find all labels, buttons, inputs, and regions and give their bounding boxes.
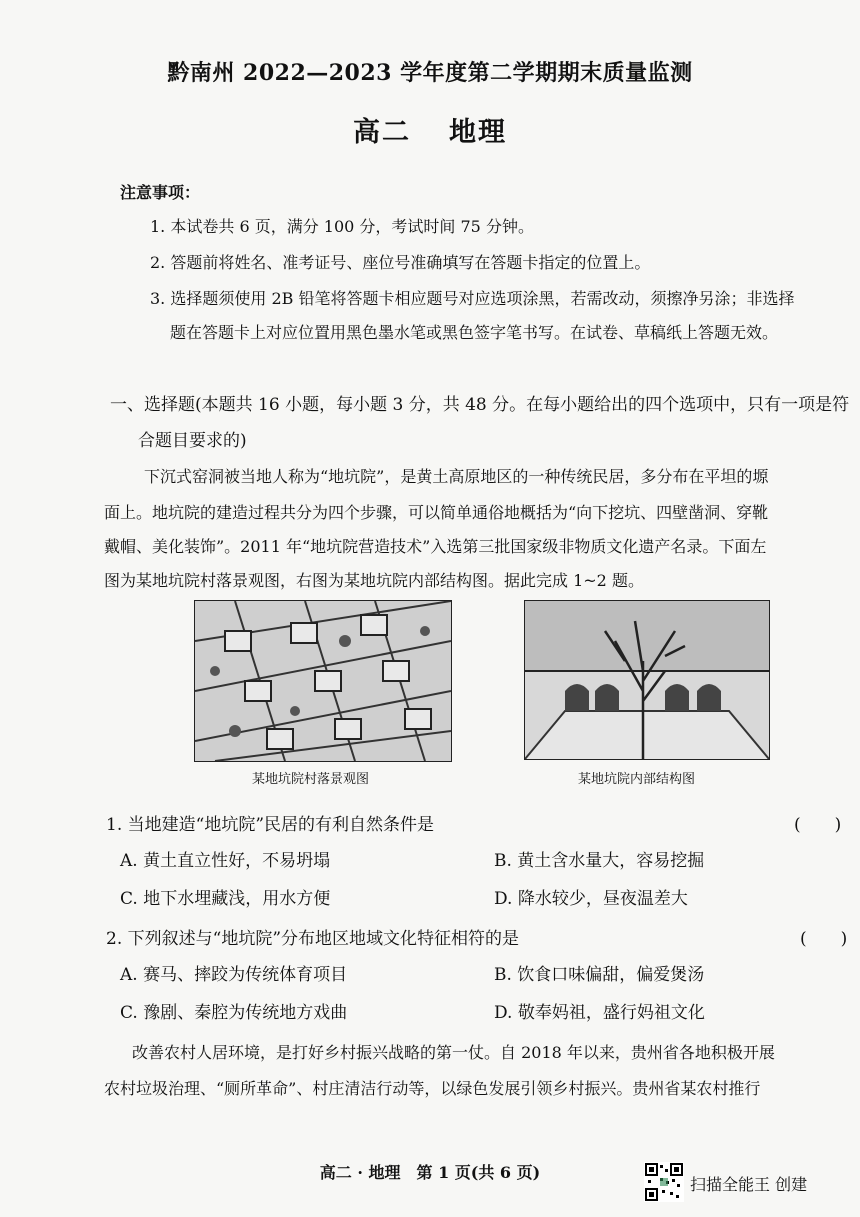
answer-paren: ( ) bbox=[794, 815, 842, 835]
answer-paren: ( ) bbox=[800, 929, 848, 949]
question-option: C. 地下水埋藏浅，用水方便 bbox=[120, 889, 331, 909]
note-item: 题在答题卡上对应位置用黑色墨水笔或黑色签字笔书写。在试卷、草稿纸上答题无效。 bbox=[170, 323, 779, 342]
exam-title: 黔南州 2022—2023 学年度第二学期期末质量监测 bbox=[167, 60, 693, 86]
note-item: 1. 本试卷共 6 页，满分 100 分，考试时间 75 分钟。 bbox=[150, 217, 534, 236]
subtitle-grade: 高二 bbox=[353, 117, 411, 148]
question-option: C. 豫剧、秦腔为传统地方戏曲 bbox=[120, 1003, 348, 1023]
subtitle-subject: 地理 bbox=[449, 117, 507, 148]
courtyard-structure-image bbox=[525, 601, 769, 759]
question-option: D. 敬奉妈祖，盛行妈祖文化 bbox=[494, 1003, 705, 1023]
qr-code-icon bbox=[644, 1162, 684, 1202]
question-stem: 1. 当地建造“地坑院”民居的有利自然条件是 bbox=[106, 815, 435, 835]
scanner-watermark: 扫描全能王 创建 bbox=[690, 1175, 808, 1194]
courtyard-structure-photo bbox=[524, 600, 770, 760]
passage-line: 下沉式窑洞被当地人称为“地坑院”，是黄土高原地区的一种传统民居，多分布在平坦的塬 bbox=[144, 467, 769, 486]
note-item: 2. 答题前将姓名、准考证号、座位号准确填写在答题卡指定的位置上。 bbox=[150, 253, 651, 272]
note-item: 3. 选择题须使用 2B 铅笔将答题卡相应题号对应选项涂黑，若需改动，须擦净另涂；非选择 bbox=[150, 289, 795, 308]
question-option: D. 降水较少，昼夜温差大 bbox=[494, 889, 688, 909]
question-option: B. 饮食口味偏甜，偏爱煲汤 bbox=[494, 965, 705, 985]
section-heading: 一、选择题(本题共 16 小题，每小题 3 分，共 48 分。在每小题给出的四个选项中，只有一项是符 bbox=[110, 395, 850, 415]
passage-line: 面上。地坑院的建造过程共分为四个步骤，可以简单通俗地概括为“向下挖坑、四壁凿洞、穿靴 bbox=[104, 503, 769, 522]
passage-line: 改善农村人居环境，是打好乡村振兴战略的第一仗。自 2018 年以来，贵州省各地积极开展 bbox=[132, 1043, 775, 1062]
section-heading-cont: 合题目要求的) bbox=[138, 431, 247, 451]
passage-line: 戴帽、美化装饰”。2011 年“地坑院营造技术”入选第三批国家级非物质文化遗产名录。下面左 bbox=[104, 537, 767, 556]
passage-line: 图为某地坑院村落景观图，右图为某地坑院内部结构图。据此完成 1~2 题。 bbox=[104, 571, 644, 590]
notes-heading: 注意事项： bbox=[120, 183, 201, 202]
question-stem: 2. 下列叙述与“地坑院”分布地区地域文化特征相符的是 bbox=[106, 929, 520, 949]
question-option: A. 黄土直立性好，不易坍塌 bbox=[120, 851, 331, 871]
question-option: B. 黄土含水量大，容易挖掘 bbox=[494, 851, 705, 871]
right-figure-caption: 某地坑院内部结构图 bbox=[578, 772, 696, 787]
page-footer: 高二 · 地理 第 1 页(共 6 页) bbox=[319, 1163, 541, 1182]
left-figure-caption: 某地坑院村落景观图 bbox=[252, 772, 370, 787]
question-option: A. 赛马、摔跤为传统体育项目 bbox=[120, 965, 348, 985]
passage-line: 农村垃圾治理、“厕所革命”、村庄清洁行动等，以绿色发展引领乡村振兴。贵州省某农村推行 bbox=[104, 1079, 761, 1098]
village-landscape-image bbox=[195, 601, 451, 761]
exam-subtitle bbox=[0, 110, 860, 149]
village-landscape-photo bbox=[194, 600, 452, 762]
